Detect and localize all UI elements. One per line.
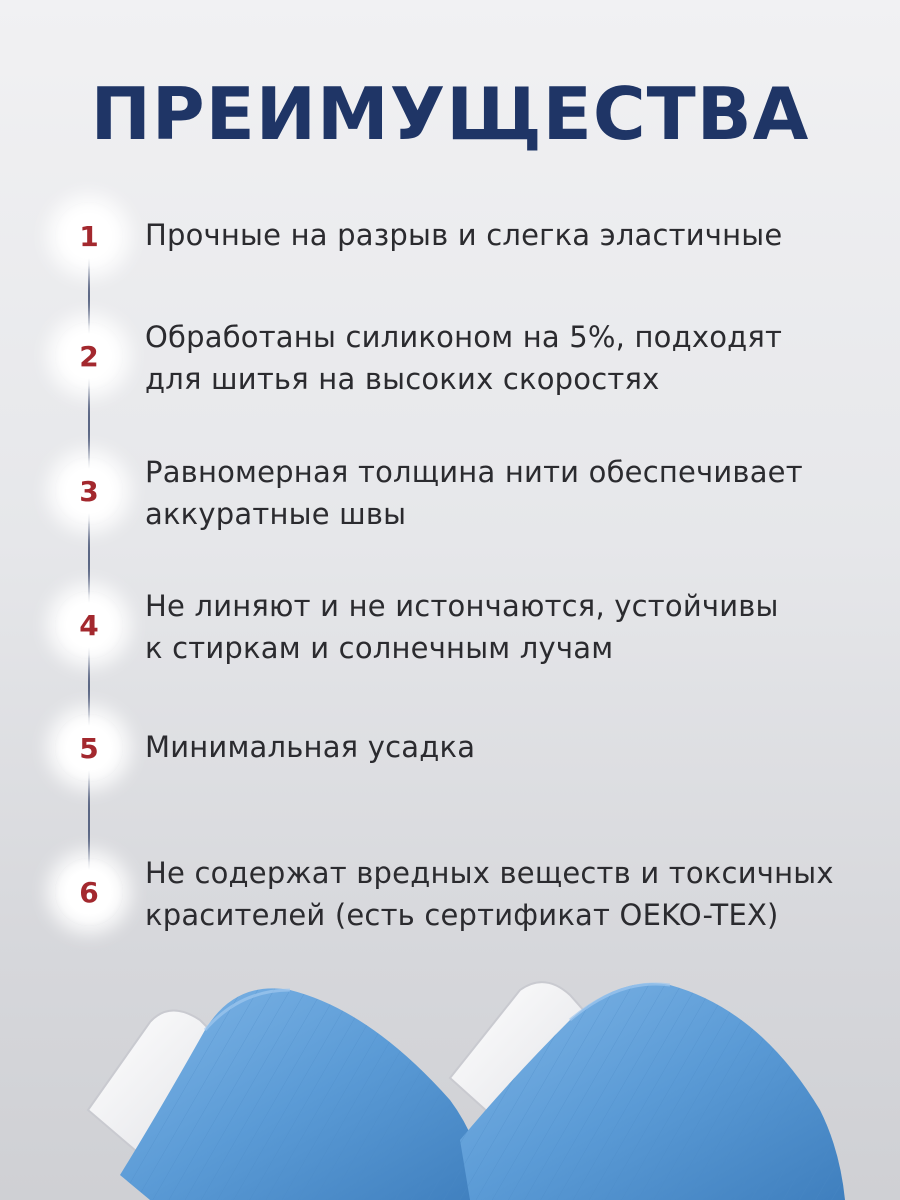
number-badge — [55, 457, 123, 525]
item-line: Обработаны силиконом на 5%, подходят — [145, 320, 783, 354]
page-title: ПРЕИМУЩЕСТВА — [90, 72, 810, 156]
item-line: Прочные на разрыв и слегка эластичные — [145, 218, 783, 252]
item-line: Не линяют и не истончаются, устойчивы — [145, 589, 779, 623]
item-number: 5 — [79, 731, 99, 765]
item-text — [145, 852, 865, 936]
item-line: Минимальная усадка — [145, 730, 476, 764]
item-line: аккуратные швы — [145, 497, 407, 531]
item-number: 2 — [79, 339, 99, 373]
item-line: для шитья на высоких скоростях — [145, 362, 660, 396]
number-badge — [55, 858, 123, 926]
item-line: Не содержат вредных веществ и токсичных — [145, 856, 834, 890]
item-number: 6 — [79, 875, 99, 909]
thread-spool-left-icon — [88, 988, 490, 1200]
thread-spool-right-icon — [450, 982, 845, 1200]
item-text — [145, 451, 865, 535]
item-text — [145, 585, 865, 669]
item-text — [145, 726, 865, 768]
item-number: 4 — [79, 608, 99, 642]
item-number: 3 — [79, 474, 99, 508]
thread-spools-illustration — [0, 960, 900, 1200]
number-badge — [55, 322, 123, 390]
number-badge — [55, 714, 123, 782]
item-line: к стиркам и солнечным лучам — [145, 631, 614, 665]
item-text — [145, 214, 865, 256]
number-badge — [55, 591, 123, 659]
item-line: Равномерная толщина нити обеспечивает — [145, 455, 803, 489]
number-badge — [55, 202, 123, 270]
item-text — [145, 316, 865, 400]
item-number: 1 — [79, 219, 99, 253]
item-line: красителей (есть сертификат OEKO-TEX) — [145, 898, 779, 932]
